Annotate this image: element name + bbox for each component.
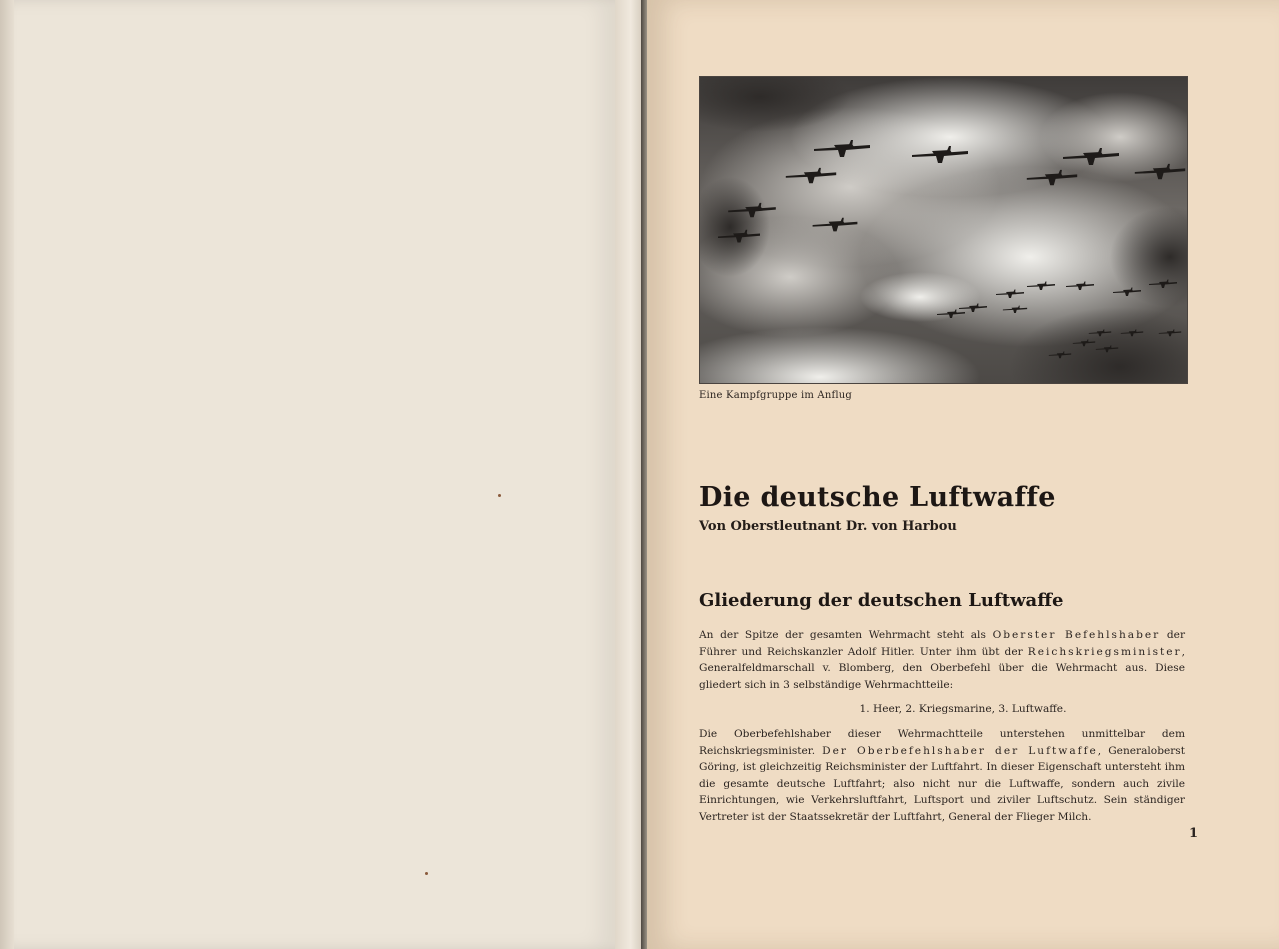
section-heading: Gliederung der deutschen Luftwaffe bbox=[699, 590, 1064, 611]
article-byline: Von Oberstleutnant Dr. von Harbou bbox=[699, 519, 957, 534]
paragraph-2-list: 1. Heer, 2. Kriegsmarine, 3. Luftwaffe. bbox=[859, 703, 1067, 715]
paragraph-1-text: , Generalfeldmarschall v. Blomberg, den Oberbefehl über die Wehrmacht aus. Diese gliedert sich in 3 selbständige Wehrmachtteile: bbox=[699, 645, 1185, 691]
paragraph-1-emphasis: Oberster Befehlshaber bbox=[992, 629, 1161, 641]
paragraph-3-text: , Generaloberst Göring, ist gleichzeitig Reichsminister der Luftfahrt. In dieser Eigenschaft untersteht ihm die gesamte deutsche Luftfahrt; also nicht nur die Luftwaffe, sondern auch zivile Einrichtungen, wie Verkehrsluftfahrt, Luftsport und ziviler Luftschutz. Sein ständiger Vertreter ist der Staatssekretär der Luftfahrt, General der Flieger Milch. bbox=[699, 744, 1185, 823]
photo-caption: Eine Kampfgruppe im Anflug bbox=[699, 390, 853, 401]
left-blank-page bbox=[0, 0, 615, 949]
article-title: Die deutsche Luftwaffe bbox=[699, 482, 1056, 513]
paragraph-1 bbox=[699, 627, 1185, 693]
paragraph-3-emphasis: Der Oberbefehlshaber der Luftwaffe bbox=[822, 744, 1098, 757]
paragraph-1-text: An der Spitze der gesamten Wehrmacht steht als bbox=[699, 629, 993, 641]
page-fold bbox=[615, 0, 641, 949]
right-page bbox=[647, 0, 1279, 949]
photo-image bbox=[700, 77, 1187, 383]
paragraph-3 bbox=[699, 726, 1185, 826]
paragraph-3-text: Die Oberbefehlshaber dieser Wehrmachtteile unterstehen unmittelbar dem Reichskriegsminister. bbox=[699, 728, 1185, 757]
paper-speck bbox=[498, 494, 501, 497]
bomber-formation-photo bbox=[699, 76, 1188, 384]
paragraph-1-text: der Führer und Reichskanzler Adolf Hitler. Unter ihm übt der bbox=[699, 629, 1186, 658]
left-page-edge bbox=[0, 0, 14, 949]
page-number: 1 bbox=[1189, 826, 1199, 841]
paper-speck bbox=[425, 872, 428, 875]
paragraph-1-emphasis: Reichskriegsminister bbox=[1027, 645, 1182, 658]
